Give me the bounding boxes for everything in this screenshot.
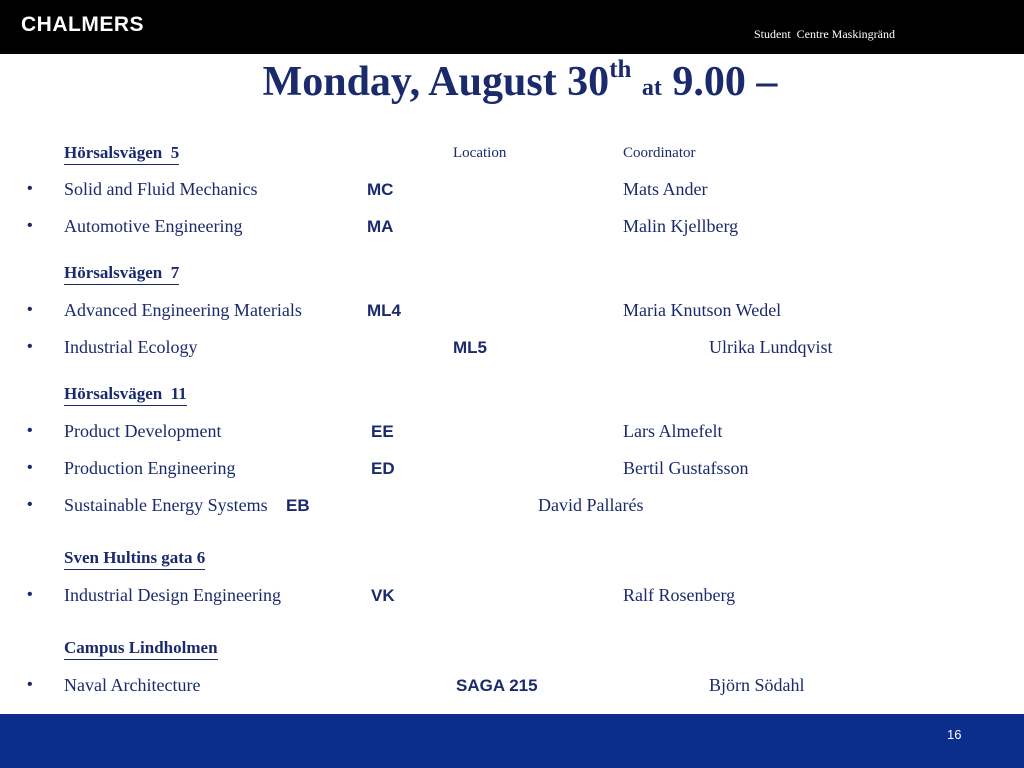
- title-time: 9.00 –: [672, 59, 778, 105]
- section-heading: Sven Hultins gata 6: [64, 548, 205, 570]
- title-at: at: [641, 75, 662, 101]
- bullet: •: [27, 586, 33, 603]
- coordinator-name: Mats Ander: [623, 179, 708, 199]
- bullet: •: [27, 676, 33, 693]
- column-header-coordinator: Coordinator: [623, 145, 696, 161]
- coordinator-name: Lars Almefelt: [623, 421, 723, 441]
- bullet: •: [27, 496, 33, 513]
- coordinator-name: Maria Knutson Wedel: [623, 300, 782, 320]
- bullet: •: [27, 459, 33, 476]
- section-heading: Campus Lindholmen: [64, 638, 218, 660]
- programme-name: Industrial Design Engineering: [64, 585, 281, 605]
- column-header-location: Location: [453, 145, 507, 161]
- location-code: ED: [371, 459, 395, 478]
- programme-name: Naval Architecture: [64, 675, 201, 695]
- header-subtitle: Student Centre Maskingränd: [754, 27, 895, 41]
- section-heading: Hörsalsvägen 5: [64, 143, 179, 165]
- bullet: •: [27, 422, 33, 439]
- title-main: Monday, August 30: [262, 59, 610, 105]
- footer-bar: [0, 714, 1024, 768]
- location-code: MC: [367, 180, 394, 199]
- programme-name: Industrial Ecology: [64, 337, 198, 357]
- programme-name: Advanced Engineering Materials: [64, 300, 302, 320]
- coordinator-name: Björn Södahl: [709, 675, 805, 695]
- bullet: •: [27, 338, 33, 355]
- programme-name: Production Engineering: [64, 458, 236, 478]
- programme-name: Automotive Engineering: [64, 216, 243, 236]
- location-code: SAGA 215: [456, 676, 538, 695]
- location-code: MA: [367, 217, 394, 236]
- location-code: ML5: [453, 338, 487, 357]
- programme-name: Product Development: [64, 421, 222, 441]
- location-code: VK: [371, 586, 395, 605]
- location-code: ML4: [367, 301, 401, 320]
- coordinator-name: Bertil Gustafsson: [623, 458, 749, 478]
- coordinator-name: Malin Kjellberg: [623, 216, 739, 236]
- section-heading: Hörsalsvägen 7: [64, 263, 179, 285]
- bullet: •: [27, 301, 33, 318]
- chalmers-logo: CHALMERS: [21, 13, 144, 36]
- location-code: EE: [371, 422, 394, 441]
- page-number: 16: [947, 727, 962, 742]
- coordinator-name: David Pallarés: [538, 495, 644, 515]
- section-heading: Hörsalsvägen 11: [64, 384, 187, 406]
- location-code: EB: [286, 496, 310, 515]
- bullet: •: [27, 217, 33, 234]
- programme-name: Solid and Fluid Mechanics: [64, 179, 258, 199]
- programme-name: Sustainable Energy Systems: [64, 495, 268, 515]
- coordinator-name: Ulrika Lundqvist: [709, 337, 833, 357]
- bullet: •: [27, 180, 33, 197]
- slide-title: [0, 58, 1024, 106]
- coordinator-name: Ralf Rosenberg: [623, 585, 736, 605]
- title-superscript: th: [609, 56, 632, 83]
